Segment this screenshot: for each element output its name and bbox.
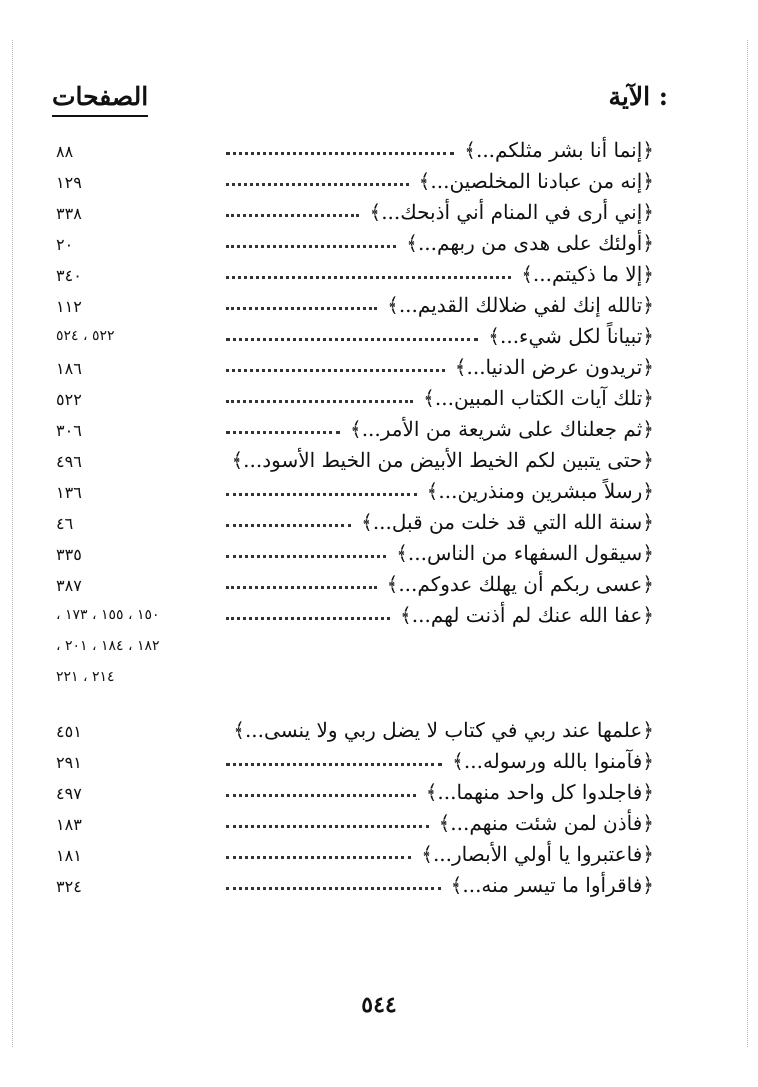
leader-dots — [226, 794, 416, 797]
page-reference: ١٣٦ — [56, 483, 82, 502]
page-reference: ٥٢٢ — [56, 390, 82, 409]
page-reference: ٤٩٦ — [56, 452, 82, 471]
page-reference: ٢٩١ — [56, 753, 82, 772]
list-item — [0, 200, 758, 231]
page-reference: ١٢٩ — [56, 173, 82, 192]
leader-dots — [226, 887, 441, 890]
leader-dots — [226, 245, 396, 248]
page-reference: ١٨٦ — [56, 359, 82, 378]
leader-dots — [226, 586, 377, 589]
verse-text: ﴿إنه من عبادنا المخلصين...﴾ — [418, 169, 654, 193]
verse-text: ﴿فأذن لمن شئت منهم...﴾ — [438, 811, 654, 835]
list-item — [0, 811, 758, 842]
verse-text: ﴿فاجلدوا كل واحد منهما...﴾ — [425, 780, 654, 804]
verse-text: ﴿حتى يتبين لكم الخيط الأبيض من الخيط الأسود...﴾ — [231, 448, 654, 472]
verse-text: ﴿عفا الله عنك لم أذنت لهم...﴾ — [400, 603, 654, 627]
page-reference: ١٨٢ ، ١٨٤ ، ٢٠١ ، — [56, 638, 160, 654]
verse-text: ﴿إني أرى في المنام أني أذبحك...﴾ — [369, 200, 654, 224]
page-reference: ١١٢ — [56, 297, 82, 316]
list-item — [0, 541, 758, 572]
page-reference: ٢٠ — [56, 235, 74, 254]
verse-text: ﴿فاعتبروا يا أولي الأبصار...﴾ — [421, 842, 654, 866]
verse-text: ﴿فاقرأوا ما تيسر منه...﴾ — [450, 873, 654, 897]
page-reference: ٨٨ — [56, 142, 74, 161]
verse-text: ﴿ثم جعلناك على شريعة من الأمر...﴾ — [349, 417, 654, 441]
list-item — [0, 386, 758, 417]
verse-text: ﴿تلك آيات الكتاب المبين...﴾ — [423, 386, 654, 410]
leader-dots — [226, 400, 413, 403]
leader-dots — [226, 369, 445, 372]
leader-dots — [226, 338, 478, 341]
list-item — [0, 417, 758, 448]
page-reference: ٣٤٠ — [56, 266, 82, 285]
page-reference: ٣٨٧ — [56, 576, 82, 595]
verse-text: ﴿علمها عند ربي في كتاب لا يضل ربي ولا ينسى...﴾ — [233, 718, 654, 742]
list-item — [0, 262, 758, 293]
verse-text: ﴿إنما أنا بشر مثلكم...﴾ — [464, 138, 654, 162]
leader-dots — [226, 276, 511, 279]
page-reference: ٣٣٥ — [56, 545, 82, 564]
verse-text: ﴿تالله إنك لفي ضلالك القديم...﴾ — [387, 293, 654, 317]
list-item — [0, 873, 758, 904]
verse-text: ﴿تريدون عرض الدنيا...﴾ — [454, 355, 654, 379]
verse-text: ﴿تبياناً لكل شيء...﴾ — [488, 324, 654, 348]
leader-dots — [226, 617, 390, 620]
list-item — [0, 231, 758, 262]
leader-dots — [226, 431, 340, 434]
verse-text: ﴿عسى ربكم أن يهلك عدوكم...﴾ — [386, 572, 654, 596]
verse-text: ﴿رسلاً مبشرين ومنذرين...﴾ — [426, 479, 654, 503]
list-item — [0, 780, 758, 811]
verse-text: ﴿أولئك على هدى من ربهم...﴾ — [406, 231, 654, 255]
list-item — [0, 324, 758, 355]
list-item — [0, 842, 758, 873]
list-item — [0, 355, 758, 386]
leader-dots — [226, 856, 411, 859]
page-reference: ١٨١ — [56, 846, 82, 865]
page-reference: ٢١٤ ، ٢٢١ — [56, 669, 115, 685]
leader-dots — [226, 763, 442, 766]
leader-dots — [226, 307, 377, 310]
list-item — [0, 510, 758, 541]
list-item — [0, 603, 758, 634]
page-reference: ١٥٠ ، ١٥٥ ، ١٧٣ ، — [56, 607, 160, 623]
verse-text: ﴿سيقول السفهاء من الناس...﴾ — [396, 541, 654, 565]
list-item — [0, 138, 758, 169]
page-reference: ٤٥١ — [56, 722, 82, 741]
verse-index-list — [0, 138, 758, 904]
page-reference: ٤٦ — [56, 514, 74, 533]
list-item — [0, 572, 758, 603]
list-item — [0, 448, 758, 479]
list-item — [0, 293, 758, 324]
leader-dots — [226, 214, 359, 217]
page-reference: ٣٢٤ — [56, 877, 82, 896]
leader-dots — [226, 493, 417, 496]
list-item — [0, 479, 758, 510]
page-number: ٥٤٤ — [361, 992, 397, 1018]
leader-dots — [226, 152, 454, 155]
verse-text: ﴿إلا ما ذكيتم...﴾ — [521, 262, 654, 286]
page-reference: ٤٩٧ — [56, 784, 82, 803]
verse-text: ﴿سنة الله التي قد خلت من قبل...﴾ — [361, 510, 654, 534]
leader-dots — [226, 524, 351, 527]
leader-dots — [226, 555, 386, 558]
leader-dots — [226, 183, 409, 186]
pages-column-title: الصفحات — [52, 82, 149, 111]
page-reference: ٣٣٨ — [56, 204, 82, 223]
list-item-continuation — [0, 665, 758, 696]
verse-column-title: الآية : — [608, 82, 668, 111]
list-item-continuation — [0, 634, 758, 665]
page-reference: ٥٢٢ ، ٥٢٤ — [56, 328, 115, 344]
list-item — [0, 749, 758, 780]
list-item — [0, 169, 758, 200]
leader-dots — [226, 825, 429, 828]
page-reference: ٣٠٦ — [56, 421, 82, 440]
list-item — [0, 718, 758, 749]
verse-text: ﴿فآمنوا بالله ورسوله...﴾ — [452, 749, 654, 773]
page-reference: ١٨٣ — [56, 815, 82, 834]
